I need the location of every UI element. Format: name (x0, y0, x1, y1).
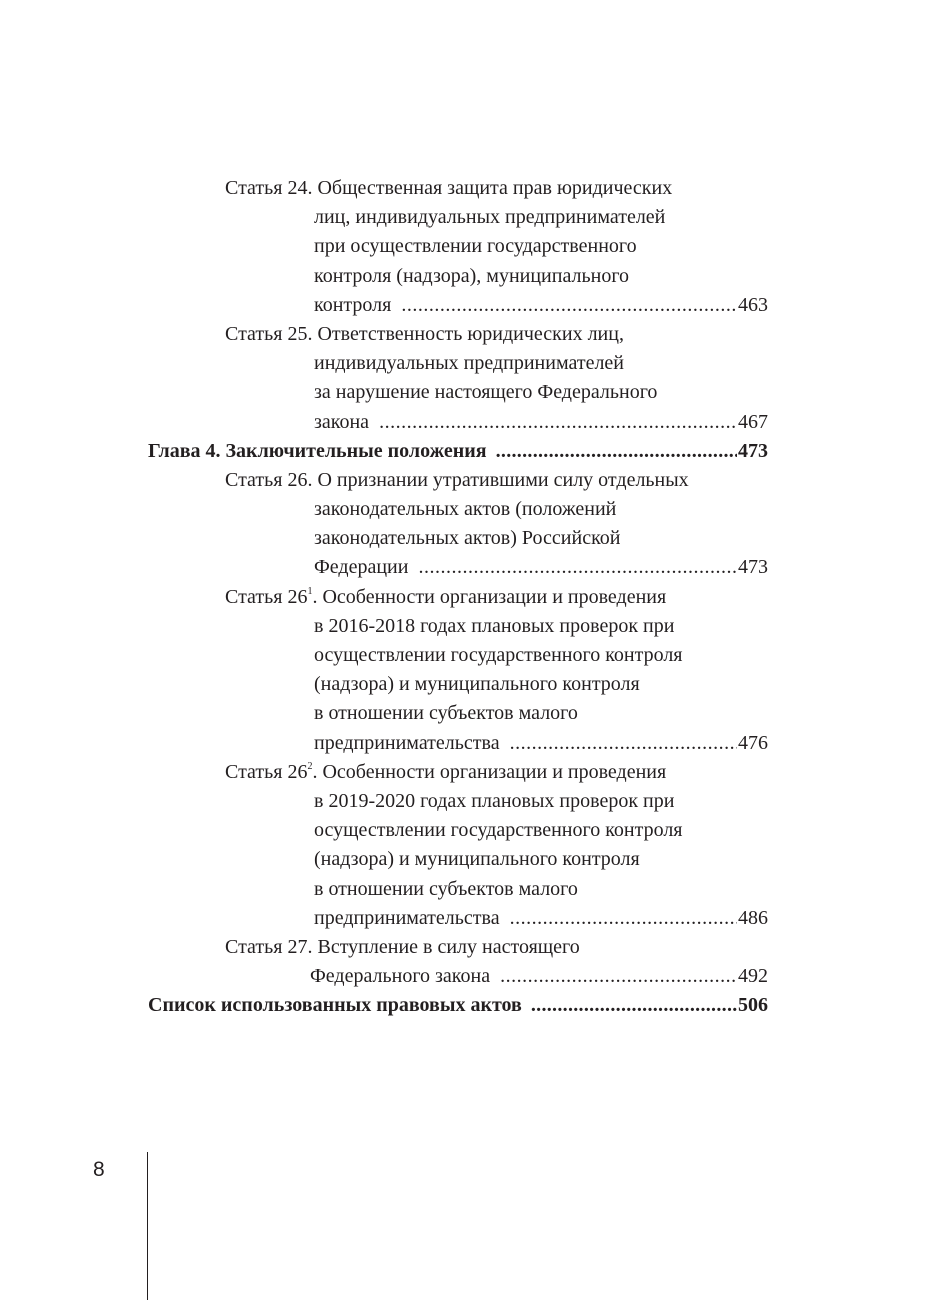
toc-page-number: 506 (738, 994, 768, 1017)
toc-entry-line (148, 378, 768, 407)
dot-leader (418, 553, 737, 582)
toc-entry-line (148, 262, 768, 291)
toc-chapter-title: Глава 4. Заключительные положения (148, 439, 487, 462)
toc-entry-text: Федерации (314, 556, 409, 579)
toc-page-number: 486 (738, 906, 768, 929)
toc-entry-line (148, 904, 768, 933)
toc-entry-text: осуществлении государственного контроля (314, 819, 683, 842)
toc-entry-line (148, 524, 768, 553)
toc-entry-text: (надзора) и муниципального контроля (314, 848, 640, 871)
toc-entry-text: в 2016-2018 годах плановых проверок при (314, 614, 675, 637)
toc-entry-text: законодательных актов) Российской (314, 527, 621, 550)
article-title-rest: . Особенности организации и проведения (312, 760, 667, 783)
toc-entry-line (148, 670, 768, 699)
toc-page-number: 473 (738, 439, 768, 462)
article-superscript: 1 (307, 585, 313, 597)
toc-entry-text: лиц, индивидуальных предпринимателей (314, 206, 666, 229)
toc-entry-text: Статья 25. Ответственность юридических лиц, (225, 322, 624, 345)
dot-leader (500, 962, 737, 991)
toc-entry-line (148, 816, 768, 845)
toc-entry-line (148, 933, 768, 962)
dot-leader (510, 729, 737, 758)
article-prefix: Статья 26 (225, 585, 308, 608)
toc-entry-text (225, 583, 666, 612)
toc-entry-line (148, 699, 768, 728)
toc-entry-text: закона (314, 410, 370, 433)
toc-entry-text: индивидуальных предпринимателей (314, 352, 624, 375)
toc-entry-line (148, 349, 768, 378)
toc-entry-line (148, 875, 768, 904)
toc-entry-text: Статья 26. О признании утратившими силу отдельных (225, 468, 689, 491)
toc-entry-text: Статья 24. Общественная защита прав юридических (225, 177, 673, 199)
table-of-contents (148, 174, 768, 1020)
margin-rule (147, 1152, 148, 1300)
toc-entry-text: в отношении субъектов малого (314, 702, 578, 725)
toc-entry-text: при осуществлении государственного (314, 235, 637, 258)
toc-entry-line (148, 553, 768, 582)
toc-page-number: 476 (738, 731, 768, 754)
dot-leader (496, 437, 737, 466)
toc-entry-text: за нарушение настоящего Федерального (314, 381, 658, 404)
toc-entry-text: в отношении субъектов малого (314, 877, 578, 900)
toc-entry-text: (надзора) и муниципального контроля (314, 673, 640, 696)
toc-entry-text: в 2019-2020 годах плановых проверок при (314, 789, 675, 812)
toc-chapter-title: Список использованных правовых актов (148, 994, 522, 1017)
toc-entry-line (148, 758, 768, 787)
page-number: 8 (93, 1158, 105, 1181)
article-superscript: 2 (307, 760, 313, 772)
toc-entry-line (148, 583, 768, 612)
toc-entry-line (148, 787, 768, 816)
toc-entry-line (148, 845, 768, 874)
toc-entry-text: предпринимательства (314, 731, 500, 754)
toc-entry-line (148, 232, 768, 261)
toc-entry-line (148, 495, 768, 524)
toc-entry-text (225, 758, 666, 787)
dot-leader (531, 991, 737, 1020)
toc-entry-line (148, 320, 768, 349)
toc-entry-line (148, 962, 768, 991)
article-title-rest: . Особенности организации и проведения (312, 585, 667, 608)
toc-page-number: 467 (738, 410, 768, 433)
toc-entry-text: Федерального закона (310, 965, 491, 988)
toc-chapter-line (148, 991, 768, 1020)
toc-entry-line (148, 203, 768, 232)
toc-entry-line (148, 291, 768, 320)
toc-entry-text: Статья 27. Вступление в силу настоящего (225, 935, 580, 958)
dot-leader (401, 291, 737, 320)
toc-entry-line (148, 466, 768, 495)
toc-entry-line (148, 729, 768, 758)
toc-entry-line (148, 641, 768, 670)
toc-page-number: 492 (738, 965, 768, 988)
toc-entry-line (148, 174, 768, 203)
toc-entry-text: контроля (надзора), муниципального (314, 264, 630, 287)
toc-entry-text: осуществлении государственного контроля (314, 644, 683, 666)
toc-entry-line (148, 408, 768, 437)
dot-leader (379, 408, 737, 437)
toc-page-number: 473 (738, 556, 768, 579)
article-prefix: Статья 26 (225, 760, 308, 783)
toc-entry-text: предпринимательства (314, 906, 500, 929)
toc-page-number: 463 (738, 293, 768, 316)
toc-entry-text: контроля (314, 293, 392, 316)
toc-entry-line (148, 612, 768, 641)
toc-chapter-line (148, 437, 768, 466)
dot-leader (510, 904, 737, 933)
toc-entry-text: законодательных актов (положений (314, 498, 617, 521)
